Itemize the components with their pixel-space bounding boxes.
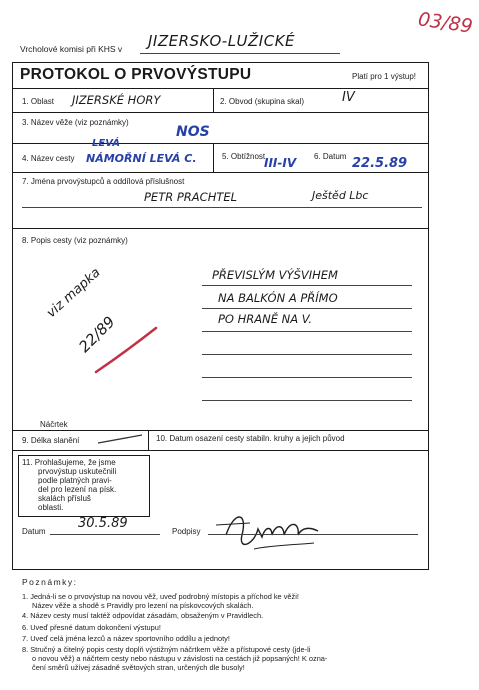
label-date: Datum — [22, 527, 46, 536]
label-popis: 8. Popis cesty (viz poznámky) — [22, 236, 128, 245]
label-osazeni: 10. Datum osazení cesty stabiln. kruhy a jejich původ — [156, 434, 345, 443]
commission-value: JIZERSKO-LUŽICKÉ — [148, 32, 296, 50]
date-underline — [50, 534, 160, 535]
row-divider — [12, 172, 429, 173]
declaration-line: prvovýstup uskutečnili — [38, 467, 117, 476]
column-divider — [213, 88, 214, 112]
description-rule — [202, 331, 412, 332]
value-obvod: IV — [342, 90, 355, 105]
description-line-1: PŘEVISLÝM VÝŠVIHEM — [212, 268, 338, 282]
slaneni-dash-mark — [96, 432, 146, 446]
declaration-line: podle platných pravi- — [38, 476, 112, 485]
declaration-line: oblasti. — [38, 503, 64, 512]
label-slaneni: 9. Délka slanění — [22, 436, 80, 445]
value-cesta-line1: LEVÁ — [92, 138, 121, 149]
sketch-side-note: viz mapka — [43, 265, 104, 321]
label-obtiznost: 5. Obtížnost — [222, 152, 266, 161]
declaration-line: del pro lezení na písk. — [38, 485, 117, 494]
sketch-side-number: 22/89 — [75, 312, 119, 356]
row-divider — [12, 450, 429, 451]
note-item: 7. Uveď celá jména lezců a název sportovního oddílu a jednoty! — [22, 634, 230, 643]
label-signatures: Podpisy — [172, 527, 201, 536]
names-line — [22, 207, 422, 208]
row-divider — [12, 430, 429, 431]
label-sketch: Náčrtek — [40, 420, 68, 429]
validity-note: Platí pro 1 výstup! — [352, 72, 417, 81]
value-datum: 22.5.89 — [352, 156, 408, 171]
label-obvod: 2. Obvod (skupina skal) — [220, 97, 305, 106]
value-oblast: JIZERSKÉ HORY — [72, 93, 161, 107]
commission-underline — [140, 53, 340, 54]
value-obtiznost: III-IV — [264, 156, 297, 170]
note-item: o novou věž) a náčrtem cesty nebo nástupu v závislosti na cestách již popsaných! K ozna- — [32, 654, 328, 663]
note-item: čení směrů užívej zásadně světových stran, určených dle busoly! — [32, 663, 245, 672]
description-rule — [202, 285, 412, 286]
red-underline-mark — [92, 320, 172, 380]
label-jmena: 7. Jména prvovýstupců a oddílová příslušnost — [22, 177, 185, 186]
row-divider — [12, 143, 429, 144]
description-rule — [202, 400, 412, 401]
declaration-line: skalách přísluš — [38, 494, 91, 503]
commission-label: Vrcholové komisi při KHS v — [20, 44, 123, 54]
note-item: 4. Název cesty musí taktéž odpovídat zásadám, obsaženým v Pravidlech. — [22, 611, 264, 620]
column-divider — [213, 143, 214, 172]
form-title: PROTOKOL O PRVOVÝSTUPU — [20, 66, 252, 83]
signature-scribble — [214, 505, 324, 555]
description-rule — [202, 308, 412, 309]
row-divider — [12, 228, 429, 229]
note-item: 1. Jedná-li se o prvovýstup na novou věž, uveď podrobný místopis a příchod ke věži! — [22, 592, 299, 601]
row-divider — [12, 112, 429, 113]
column-divider — [148, 430, 149, 450]
signature-underline — [208, 534, 418, 535]
description-rule — [202, 354, 412, 355]
label-datum: 6. Datum — [314, 152, 347, 161]
description-lines-block — [202, 262, 422, 422]
value-date: 30.5.89 — [78, 516, 128, 531]
label-oblast: 1. Oblast — [22, 97, 55, 106]
note-item: 8. Stručný a čitelný popis cesty doplň výstižným náčrtkem věže a přístupové cesty (jde-li — [22, 645, 311, 654]
note-item: Název věže a shodě s Pravidly pro lezení na pískovcových skalách. — [32, 601, 254, 610]
declaration-line: 11. Prohlašujeme, že jsme — [22, 458, 116, 467]
description-line-3: PO HRANĚ NA V. — [218, 312, 312, 326]
value-cesta-line2: NÁMOŘNÍ LEVÁ C. — [86, 152, 197, 165]
description-line-2: NA BALKÓN A PŘÍMO — [218, 291, 338, 305]
row-divider — [12, 88, 429, 89]
value-vez: NOS — [176, 124, 210, 140]
label-cesta: 4. Název cesty — [22, 154, 75, 163]
corner-number: 03/89 — [416, 8, 475, 38]
value-jmeno: PETR PRACHTEL — [144, 190, 238, 204]
description-rule — [202, 377, 412, 378]
notes-title: Poznámky: — [22, 577, 78, 587]
note-item: 6. Uveď přesné datum dokončení výstupu! — [22, 623, 161, 632]
label-vez: 3. Název věže (viz poznámky) — [22, 118, 129, 127]
value-oddil: Ještěd Lbc — [312, 189, 369, 202]
